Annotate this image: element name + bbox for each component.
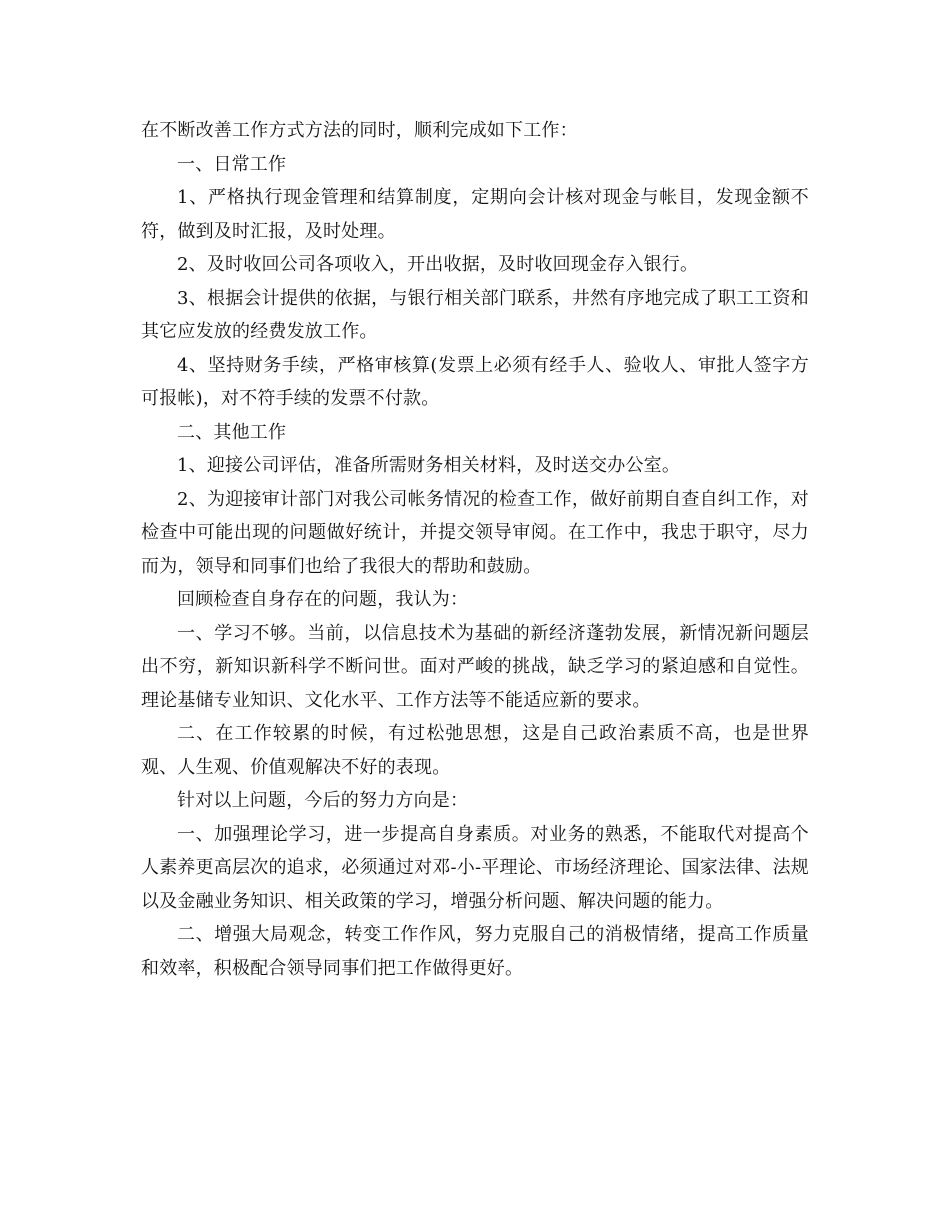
paragraph-item: 1、严格执行现金管理和结算制度，定期向会计核对现金与帐目，发现金额不符，做到及时汇报，及时处理。: [141, 187, 809, 242]
heading-daily-work: 一、日常工作: [177, 153, 287, 175]
paragraph-intro: 在不断改善工作方式方法的同时，顺利完成如下工作：: [141, 120, 578, 141]
paragraph-item: 4、坚持财务手续，严格审核算(发票上必须有经手人、验收人、审批人签字方可报帐)，对不符手续的发票不付款。: [141, 354, 809, 409]
heading-other-work: 二、其他工作: [177, 421, 287, 443]
paragraph-item: 3、根据会计提供的依据，与银行相关部门联系，井然有序地完成了职工工资和其它应发放的经费发放工作。: [141, 287, 809, 342]
paragraph-item: 2、及时收回公司各项收入，开出收据，及时收回现金存入银行。: [177, 254, 699, 275]
paragraph-item: 一、学习不够。当前，以信息技术为基础的新经济蓬勃发展，新情况新问题层出不穷，新知识新科学不断问世。面对严峻的挑战，缺乏学习的紧迫感和自觉性。理论基储专业知识、文化水平、工作方法等不能适应新的要求。: [141, 622, 809, 711]
paragraph-item: 一、加强理论学习，进一步提高自身素质。对业务的熟悉，不能取代对提高个人素养更高层次的追求，必须通过对邓-小-平理论、市场经济理论、国家法律、法规以及金融业务知识、相关政策的学习，增强分析问题、解决问题的能力。: [141, 823, 809, 912]
document-body: [141, 114, 809, 985]
paragraph-direction: 针对以上问题，今后的努力方向是：: [177, 790, 469, 811]
paragraph-item: 二、在工作较累的时候，有过松弛思想，这是自己政治素质不高，也是世界观、人生观、价值观解决不好的表现。: [141, 723, 809, 778]
paragraph-item: 1、迎接公司评估，准备所需财务相关材料，及时送交办公室。: [177, 455, 681, 476]
paragraph-item: 二、增强大局观念，转变工作作风，努力克服自己的消极情绪，提高工作质量和效率，积极配合领导同事们把工作做得更好。: [141, 924, 809, 979]
paragraph-item: 2、为迎接审计部门对我公司帐务情况的检查工作，做好前期自查自纠工作，对检查中可能出现的问题做好统计，并提交领导审阅。在工作中，我忠于职守，尽力而为，领导和同事们也给了我很大的帮助和鼓励。: [141, 488, 809, 577]
paragraph-review: 回顾检查自身存在的问题，我认为：: [177, 589, 469, 610]
